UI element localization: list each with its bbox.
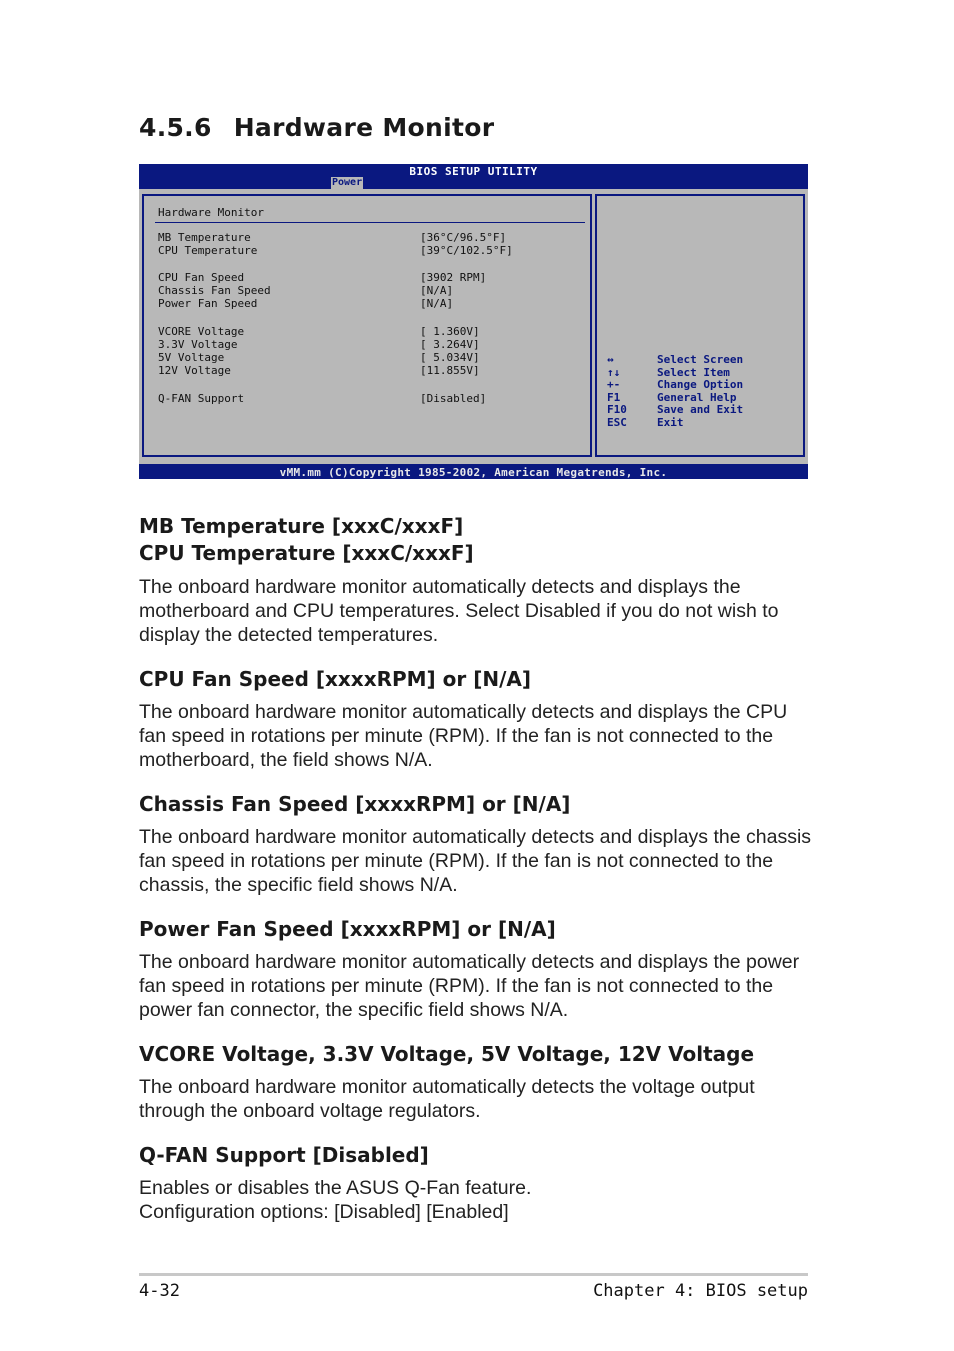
bios-row-5v-voltage[interactable] — [158, 351, 480, 364]
page-number: 4-32 — [139, 1281, 180, 1301]
bios-row-mb-temperature[interactable] — [158, 231, 507, 244]
bios-row-12v-voltage[interactable] — [158, 364, 480, 377]
bios-row-label: CPU Fan Speed — [158, 271, 245, 284]
bios-row-label: VCORE Voltage — [158, 325, 245, 338]
help-action: Exit — [657, 415, 684, 429]
chapter-label: Chapter 4: BIOS setup — [593, 1281, 808, 1301]
f10-key: F10 — [607, 403, 627, 416]
help-action: General Help — [657, 390, 737, 404]
text-qfan-line-1: Enables or disables the ASUS Q-Fan feature. — [139, 1177, 532, 1199]
section-number: 4.5.6 — [139, 113, 212, 142]
bios-row-value: [ 3.264V] — [420, 338, 480, 351]
help-action: Change Option — [657, 378, 744, 391]
heading-cpu-fan-speed: CPU Fan Speed [xxxxRPM] or [N/A] — [139, 667, 532, 691]
bios-screenshot — [139, 164, 808, 479]
esc-key: ESC — [607, 415, 627, 429]
arrow-left-right-icon: ↔ — [607, 353, 614, 366]
bios-copyright: vMM.mm (C)Copyright 1985-2002, American Megatrends, Inc. — [279, 466, 668, 479]
bios-title: BIOS SETUP UTILITY — [409, 165, 538, 178]
bios-row-power-fan-speed[interactable] — [158, 297, 454, 310]
f1-key: F1 — [607, 390, 621, 404]
heading-cpu-temperature: CPU Temperature [xxxC/xxxF] — [139, 541, 474, 565]
help-action: Select Item — [657, 365, 730, 379]
text-temperature: The onboard hardware monitor automatically detects and displays the motherboard and CPU temperatures. Select Disabled if you do not wish to display the detected temperatures. — [139, 576, 779, 646]
bios-tab-power[interactable]: Power — [332, 177, 363, 188]
bios-row-label: 5V Voltage — [158, 351, 225, 364]
bios-row-value: [11.855V] — [420, 364, 480, 377]
arrow-up-down-icon: ↑↓ — [607, 365, 621, 379]
bios-settings-panel — [142, 194, 592, 457]
heading-mb-temperature: MB Temperature [xxxC/xxxF] — [139, 514, 464, 538]
bios-row-3v3-voltage[interactable] — [158, 338, 480, 351]
bios-row-value: [36°C/96.5°F] — [420, 231, 507, 244]
bios-row-label: 12V Voltage — [158, 364, 231, 377]
bios-body — [139, 189, 808, 464]
bios-panel-heading: Hardware Monitor — [158, 206, 264, 219]
bios-row-label: Power Fan Speed — [158, 297, 258, 310]
section-name: Hardware Monitor — [233, 113, 495, 142]
bios-row-label: Q-FAN Support — [158, 392, 245, 405]
heading-chassis-fan-speed: Chassis Fan Speed [xxxxRPM] or [N/A] — [139, 792, 571, 816]
section-title — [139, 113, 494, 142]
text-voltages: The onboard hardware monitor automatically detects the voltage output through the onboard voltage regulators. — [139, 1076, 755, 1122]
footer-rule — [139, 1273, 808, 1276]
heading-power-fan-speed: Power Fan Speed [xxxxRPM] or [N/A] — [139, 917, 556, 941]
bios-row-label: CPU Temperature — [158, 244, 258, 257]
heading-voltages: VCORE Voltage, 3.3V Voltage, 5V Voltage, 12V Voltage — [139, 1042, 755, 1066]
help-action: Save and Exit — [657, 403, 744, 416]
bios-row-value: [N/A] — [420, 284, 454, 297]
text-cpu-fan-speed: The onboard hardware monitor automatically detects and displays the CPU fan speed in rotations per minute (RPM). If the fan is not connected to the motherboard, the field shows N/A. — [139, 701, 788, 771]
bios-divider — [155, 222, 585, 223]
bios-row-qfan-support[interactable] — [158, 392, 487, 405]
help-exit — [607, 417, 684, 430]
text-qfan-line-2: Configuration options: [Disabled] [Enabled] — [139, 1201, 509, 1223]
bios-row-value: [39°C/102.5°F] — [420, 244, 513, 257]
text-chassis-fan-speed: The onboard hardware monitor automatically detects and displays the chassis fan speed in rotations per minute (RPM). If the fan is not connected to the chassis, the specific field shows N/A. — [139, 826, 812, 896]
bios-row-vcore-voltage[interactable] — [158, 325, 480, 338]
plus-minus-key: +- — [607, 378, 621, 391]
bios-row-value: [3902 RPM] — [420, 271, 487, 284]
bios-row-value: [ 1.360V] — [420, 325, 480, 338]
bios-row-value: [N/A] — [420, 297, 454, 310]
text-power-fan-speed: The onboard hardware monitor automatically detects and displays the power fan speed in rotations per minute (RPM). If the fan is not connected to the power fan connector, the specific field shows N/A. — [139, 951, 800, 1021]
help-action: Select Screen — [657, 353, 744, 366]
bios-row-value: [Disabled] — [420, 392, 487, 405]
bios-row-cpu-fan-speed[interactable] — [158, 271, 487, 284]
bios-row-label: MB Temperature — [158, 231, 251, 244]
bios-help-panel — [595, 194, 805, 457]
bios-row-value: [ 5.034V] — [420, 351, 480, 364]
bios-row-label: 3.3V Voltage — [158, 338, 238, 351]
bios-row-label: Chassis Fan Speed — [158, 284, 271, 297]
bios-row-chassis-fan-speed[interactable] — [158, 284, 454, 297]
bios-row-cpu-temperature[interactable] — [158, 244, 513, 257]
heading-qfan-support: Q-FAN Support [Disabled] — [139, 1143, 429, 1167]
